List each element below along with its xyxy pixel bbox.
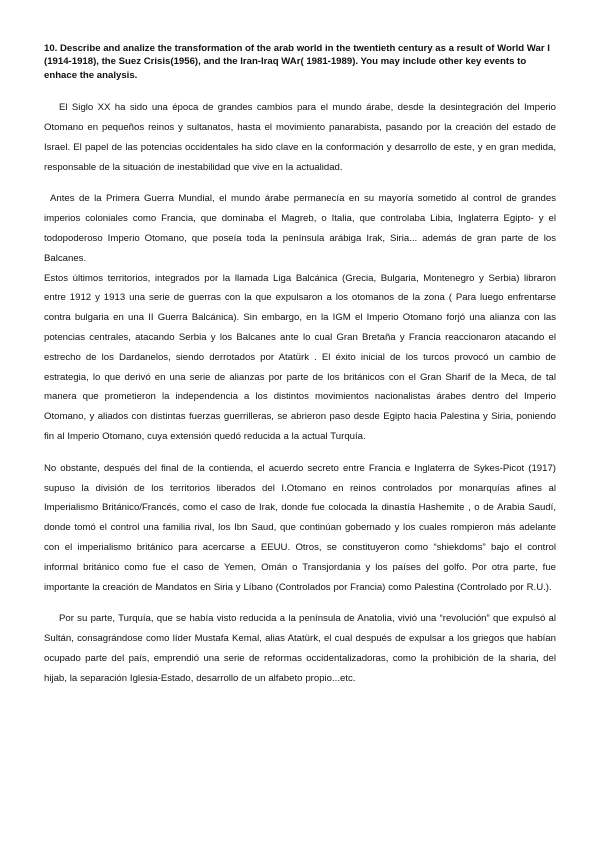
question-heading: 10. Describe and analize the transformation of the arab world in the twentieth century as a result of World War I (1914-1918), the Suez Crisis(1956), and the Iran-Iraq WAr( 1981-1989). You may include other key events to enhace the analysis. (44, 43, 550, 81)
paragraph-turkey: Por su parte, Turquía, que se había visto reducida a la península de Anatolia, vivió una “revolución” que expulsó al Sultán, consagrándose como líder Mustafa Kemal, alias Atatürk, el cual después de expulsar a los griegos que habían ocupado parte del país, emprendió una serie de reformas occidentalizadoras, como la prohibición de la sharia, del hijab, la separación Iglesia-Estado, desarrollo de un alfabeto propio...etc. (44, 613, 556, 684)
paragraph-gap (44, 447, 556, 459)
paragraph-intro: El Siglo XX ha sido una época de grandes cambios para el mundo árabe, desde la desintegración del Imperio Otomano en pequeños reinos y sultanatos, hasta el movimiento panarabista, pasando por la creación del estado de Israel. El papel de las potencias occidentales ha sido clave en la conformación y desarrollo de este, y en gran medida, responsable de la situación de inestabilidad que vive en la actualidad. (44, 102, 556, 173)
paragraph-gap (44, 177, 556, 189)
paragraph-sykes-picot: No obstante, después del final de la contienda, el acuerdo secreto entre Francia e Inglaterra de Sykes-Picot (1917) supuso la división de los territorios liberados del I.Otomano en reinos controlados por monarquías afines al Imperialismo Británico/Francés, como el caso de Irak, donde fue colocada la dinastía Hashemite , o de Arabia Saudí, donde tomó el control una familia rival, los Ibn Saud, que continúan gobernado y los cuales rompieron más adelante con el imperialismo británico para acercarse a EEUU. Otros, se constituyeron como “shiekdoms” bajo el control informal británico como fue el caso de Yemen, Omán o Transjordania y los países del golfo. Por otra parte, fue importante la creación de Mandatos en Siria y Líbano (Controlados por Francia) como Palestina (Controlado por R.U.). (44, 462, 556, 593)
paragraph-gap (44, 597, 556, 609)
paragraph-balkans: Estos últimos territorios, integrados por la llamada Liga Balcánica (Grecia, Bulgaria, Montenegro y Serbia) libraron entre 1912 y 1913 una serie de guerras con la que expulsaron a los otomanos de la zona ( Para luego enfrentarse contra bulgaria en una II Guerra Balcánica). Sin embargo, en la IGM el Imperio Otomano forjó una alianza con las potencias centrales, atacando Serbia y los Balcanes ante lo cual Gran Bretaña y Francia reaccionaron atacando el estrecho de los Dardanelos, siendo derrotados por Atatürk . El éxito inicial de los turcos provocó un cambio de estrategia, lo que derivó en una serie de alianzas por parte de los británicos con el Gran Sharif de la Meca, de tal manera que prometieron la independencia a los distintos movimientos nacionalistas árabes dentro del Imperio Otomano, y aliados con distintas fuerzas guerrilleras, se abrieron paso desde Egipto hacia Palestina y Siria, poniendo fin al Imperio Otomano, cuya extensión quedó reducida a la actual Turquía. (44, 272, 556, 442)
paragraph-before-ww1: Antes de la Primera Guerra Mundial, el mundo árabe permanecía en su mayoría sometido al control de grandes imperios coloniales como Francia, que dominaba el Magreb, o Italia, que controlaba Libia, Inglaterra Egipto- y el todopoderoso Imperio Otomano, que poseía toda la península arábiga Irak, Siria... además de gran parte de los Balcanes. (44, 193, 556, 264)
